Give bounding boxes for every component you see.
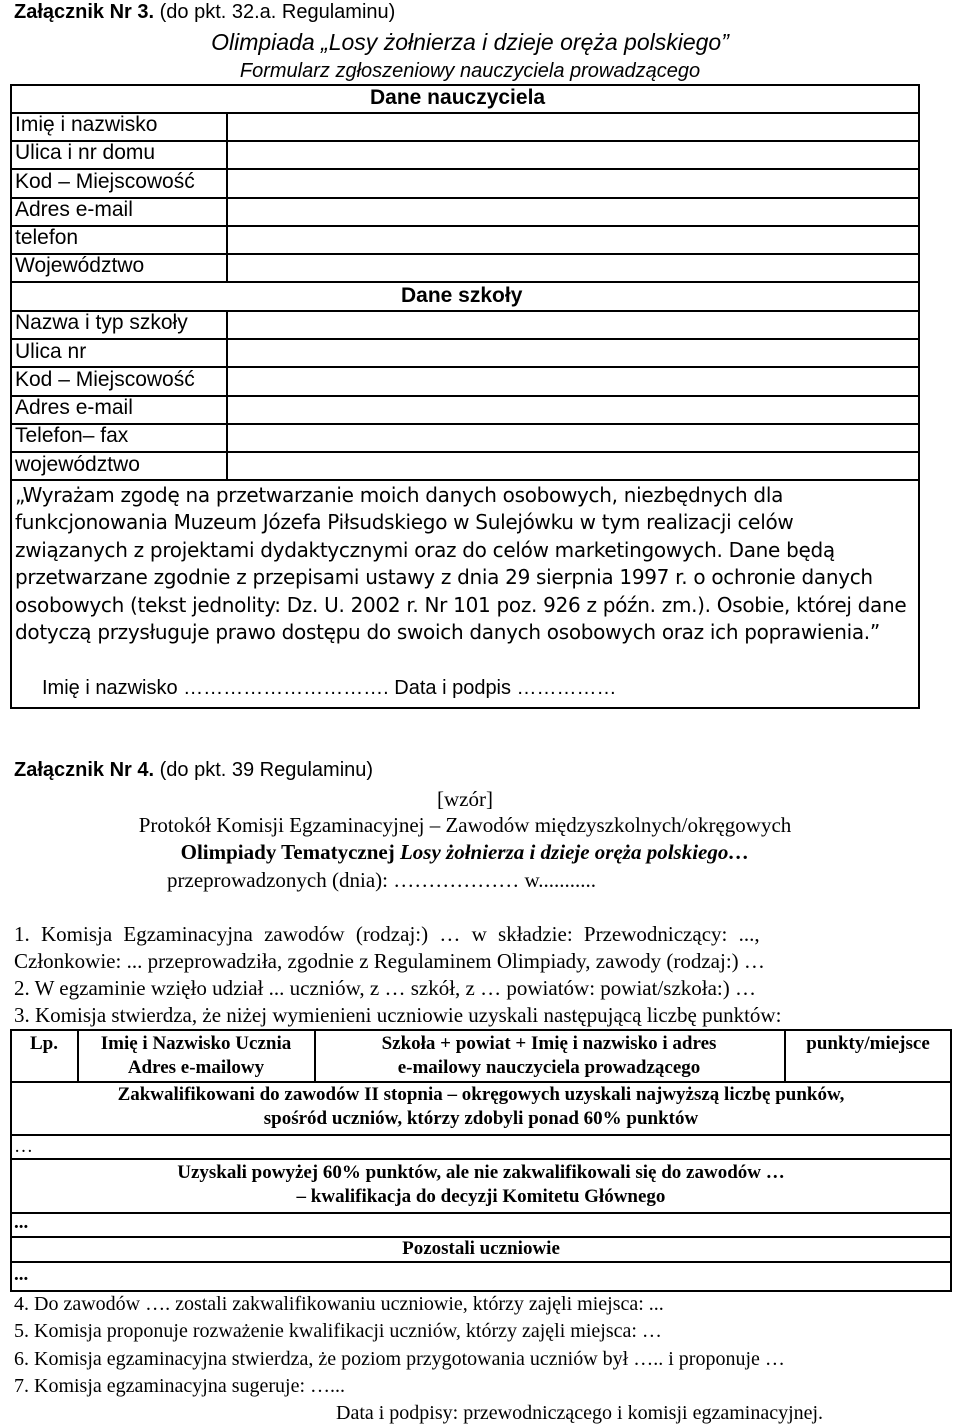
teacher-voivodeship-field[interactable] [228, 255, 916, 281]
above60-section-subheading: – kwalifikacja do decyzji Komitetu Głównego [296, 1186, 666, 1207]
school-postal-city-label: Kod – Miejscowość [15, 368, 195, 391]
school-name-label: Nazwa i typ szkoły [15, 311, 188, 334]
annex4-label: Załącznik Nr 4. [14, 759, 155, 781]
template-label: [wzór] [437, 787, 493, 811]
col-student-header: Imię i Nazwisko Ucznia [100, 1033, 292, 1054]
consent-line: osobowych (tekst jednolity: Dz. U. 2002 r. Nr 101 poz. 926 z późn. zm.). Osobie, której dane [15, 593, 907, 617]
consent-line: dotyczą przysługuje prawo dostępu do swoich danych osobowych oraz ich poprawienia.” [15, 620, 880, 644]
annex3-heading [14, 1, 395, 24]
school-phone-fax-label: Telefon– fax [15, 424, 129, 447]
teacher-email-label: Adres e-mail [15, 198, 133, 221]
form-subtitle: Formularz zgłoszeniowy nauczyciela prowadzącego [239, 60, 701, 82]
school-email-label: Adres e-mail [15, 396, 133, 419]
teacher-postal-city-label: Kod – Miejscowość [15, 170, 195, 193]
col-lp-header: Lp. [30, 1033, 58, 1054]
item-7: 7. Komisja egzaminacyjna sugeruje: …... [14, 1375, 346, 1397]
consent-line: funkcjonowania Muzeum Józefa Piłsudskiego w Sulejówku w tym realizacji celów [15, 510, 794, 534]
item-1-line-2: Członkowie: ... przeprowadziła, zgodnie z Regulaminem Olimpiady, zawody (rodzaj:) … [14, 949, 765, 973]
item-3: 3. Komisja stwierdza, że niżej wymienieni uczniowie uzyskali następującą liczbę punktów: [14, 1003, 782, 1027]
teacher-postal-city-field[interactable] [228, 170, 916, 197]
teacher-email-field[interactable] [228, 199, 916, 225]
school-street-field[interactable] [228, 340, 916, 366]
teacher-name-label: Imię i nazwisko [15, 113, 158, 136]
olympiad-name-italic: Losy żołnierza i dzieje oręża polskiego… [399, 840, 750, 864]
teacher-street-label: Ulica i nr domu [15, 141, 156, 164]
olympiad-name-bold: Olimpiady Tematycznej [180, 840, 400, 864]
teacher-street-field[interactable] [228, 142, 916, 168]
signatures-line: Data i podpisy: przewodniczącego i komisji egzaminacyjnej. [336, 1402, 824, 1424]
annex4-reference: (do pkt. 39 Regulaminu) [154, 759, 374, 781]
col-teacher-email-header: e-mailowy nauczyciela prowadzącego [397, 1057, 701, 1078]
teacher-name-field[interactable] [228, 114, 916, 140]
qualified-section-heading: Zakwalifikowani do zawodów II stopnia – okręgowych uzyskali najwyższą liczbę punków, [117, 1084, 845, 1105]
annex3-reference: (do pkt. 32.a. Regulaminu) [154, 1, 396, 23]
table-row: ... [14, 1264, 29, 1285]
olympiad-title: Olimpiada „Losy żołnierza i dzieje oręża polskiego” [211, 29, 729, 55]
consent-line: związanych z projektami dydaktycznymi oraz do celów marketingowych. Dane będą [15, 538, 835, 562]
school-street-label: Ulica nr [15, 340, 87, 363]
item-4: 4. Do zawodów …. zostali zakwalifikowaniu uczniowie, którzy zajęli miejsca: ... [14, 1293, 664, 1315]
school-postal-city-field[interactable] [228, 368, 916, 395]
qualified-section-subheading: spośród uczniów, którzy zdobyli ponad 60% punktów [263, 1108, 699, 1129]
table-row: … [14, 1136, 33, 1157]
col-student-email-header: Adres e-mailowy [127, 1057, 265, 1078]
consent-line: przetwarzane zgodnie z przepisami ustawy z dnia 29 sierpnia 1997 r. o ochronie danych [15, 565, 873, 589]
school-phone-fax-field[interactable] [228, 425, 916, 451]
protocol-title: Protokół Komisji Egzaminacyjnej – Zawodów międzyszkolnych/okręgowych [138, 813, 792, 837]
olympiad-name [0, 840, 930, 865]
others-section-heading: Pozostali uczniowie [402, 1238, 560, 1259]
school-section-heading: Dane szkoły [401, 284, 523, 307]
conducted-line: przeprowadzonych (dnia): ……………… w........... [167, 868, 597, 892]
consent-line: „Wyrażam zgodę na przetwarzanie moich danych osobowych, niezbędnych dla [15, 483, 784, 507]
item-1-line-1: 1. Komisja Egzaminacyjna zawodów (rodzaj:) … w składzie: Przewodniczący: ..., [14, 922, 760, 946]
col-school-header: Szkoła + powiat + Imię i nazwisko i adres [381, 1033, 717, 1054]
item-6: 6. Komisja egzaminacyjna stwierdza, że poziom przygotowania uczniów był ….. i proponuje … [14, 1348, 785, 1370]
teacher-phone-label: telefon [15, 226, 79, 249]
teacher-phone-field[interactable] [228, 227, 916, 253]
signature-line: Imię i nazwisko …………………………. Data i podpis …………… [42, 677, 617, 699]
above60-section-heading: Uzyskali powyżej 60% punktów, ale nie zakwalifikowali się do zawodów … [177, 1162, 785, 1183]
school-name-field[interactable] [228, 312, 916, 338]
table-row: ... [14, 1212, 29, 1233]
teacher-voivodeship-label: Województwo [15, 254, 145, 277]
item-5: 5. Komisja proponuje rozważenie kwalifikacji uczniów, którzy zajęli miejsca: … [14, 1320, 662, 1342]
col-points-header: punkty/miejsce [806, 1033, 930, 1054]
annex4-heading [14, 759, 373, 782]
school-voivodeship-label: województwo [15, 453, 140, 476]
school-email-field[interactable] [228, 397, 916, 423]
annex3-label: Załącznik Nr 3. [14, 1, 155, 23]
item-2: 2. W egzaminie wzięło udział ... uczniów, z … szkół, z … powiatów: powiat/szkoła:) … [14, 976, 757, 1000]
school-voivodeship-field[interactable] [228, 453, 916, 479]
teacher-section-heading: Dane nauczyciela [370, 86, 546, 109]
